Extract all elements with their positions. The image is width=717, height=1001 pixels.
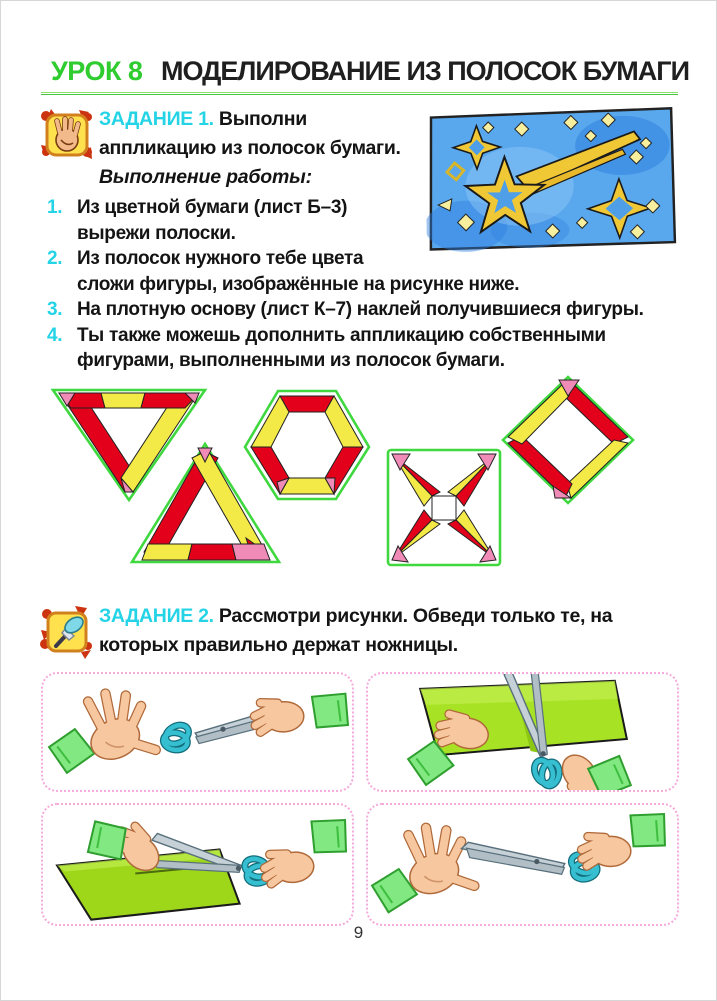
page-content (41, 105, 678, 926)
step-4: 4. Ты также можешь дополнить аппликацию собственными фигурами, выполненными из полосок бумаги. (47, 324, 606, 371)
scissors-pictures-grid (41, 672, 678, 926)
task1-intro: Выполни аппликацию из полосок бумаги. (99, 108, 401, 159)
picture-passing-scissors-by-blades[interactable] (41, 672, 354, 792)
picture-passing-scissors-blades-forward[interactable] (366, 803, 679, 926)
step-2: 2. Из полосок нужного тебе цвета сложи фигуры, изображённые на рисунке ниже. (47, 248, 520, 295)
hand-icon (39, 107, 94, 162)
task1-label: ЗАДАНИЕ 1. (99, 108, 214, 130)
task1-header (41, 105, 678, 192)
step-3: 3. На плотную основу (лист К–7) наклей получившиеся фигуры. (47, 299, 644, 320)
header-rule (41, 92, 678, 95)
step-1: 1. Из цветной бумаги (лист Б–3) вырежи полоски. (47, 197, 348, 244)
task2-label: ЗАДАНИЕ 2. (99, 604, 214, 627)
task1-steps (41, 195, 678, 374)
picture-cutting-paper-held-up[interactable] (366, 672, 679, 792)
cutting-paper-on-table-illustration (43, 805, 352, 924)
cutting-paper-held-up-illustration (368, 674, 677, 790)
lesson-number: УРОК 8 (51, 56, 143, 86)
page-title: МОДЕЛИРОВАНИЕ ИЗ ПОЛОСОК БУМАГИ (161, 56, 689, 86)
square-star-strips-figure (384, 444, 504, 569)
task2-text: Рассмотри рисунки. Обведи только те, на которых правильно держат ножницы. (99, 604, 613, 656)
picture-cutting-paper-on-table[interactable] (41, 803, 354, 926)
page-number: 9 (353, 923, 364, 942)
diamond-strips-figure (501, 374, 636, 507)
triangle-strips-figure (128, 440, 283, 567)
task2-text-line (99, 602, 678, 660)
passing-scissors-blades-forward-illustration (368, 805, 677, 924)
task1-intro-line (99, 105, 678, 163)
brush-icon (39, 604, 94, 659)
task2-header (41, 602, 678, 660)
passing-scissors-by-blades-illustration (43, 674, 352, 790)
strip-figures (41, 378, 678, 592)
task1-subtitle: Выполнение работы: (99, 166, 312, 188)
